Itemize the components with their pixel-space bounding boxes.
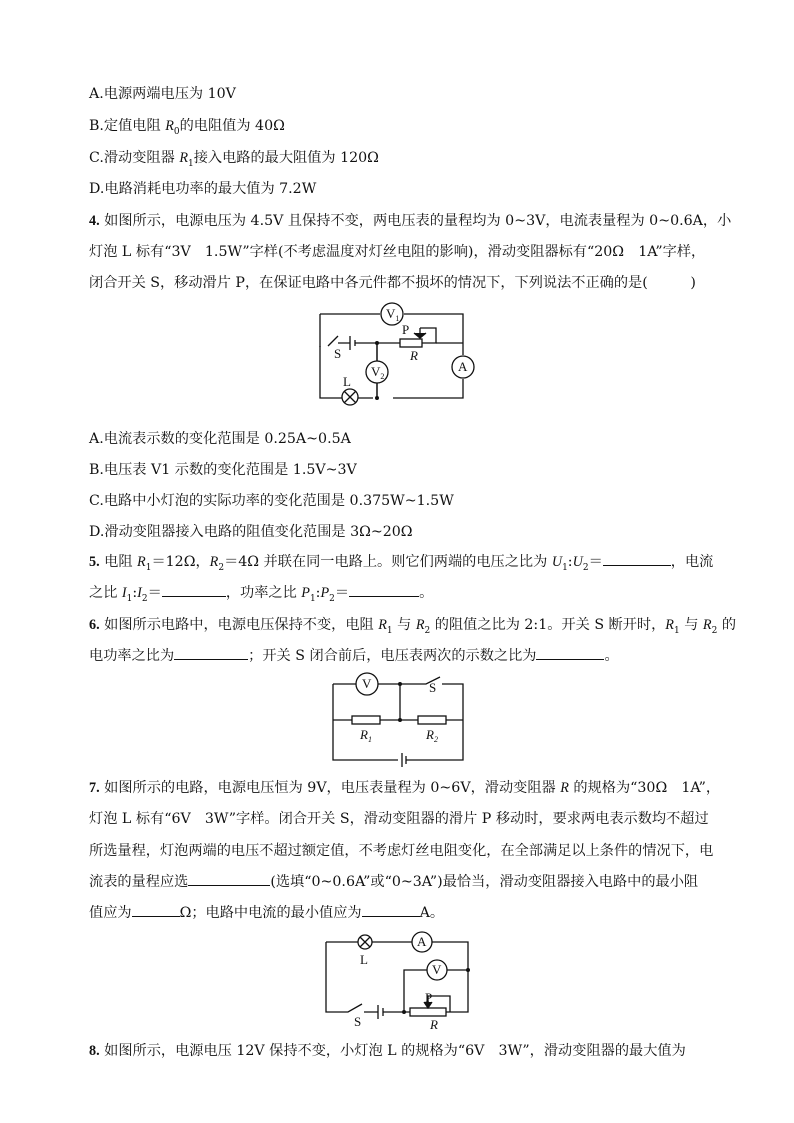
q4-option-b xyxy=(89,459,357,479)
text: 之比 xyxy=(89,585,122,601)
text: Ω；电路中电流的最小值应为 xyxy=(179,905,362,921)
text: ＝ xyxy=(334,585,350,601)
text: 。 xyxy=(419,585,434,601)
text: 流表的量程应选 xyxy=(89,874,189,890)
sub: 2 xyxy=(424,625,431,636)
var: I xyxy=(121,585,127,601)
q4-option-a xyxy=(89,428,351,448)
q7-line1 xyxy=(89,777,720,797)
text: 灯泡 L 标有“3V 1.5W”字样(不考虑温度对灯丝电阻的影响)，滑动变阻器标有“20Ω 1A”字样， xyxy=(89,244,706,260)
text: D.滑动变阻器接入电路的阻值变化范围是 3Ω~20Ω xyxy=(89,524,413,540)
fig3-p-label: P xyxy=(425,990,433,1005)
text: 接入电路的最大阻值为 120Ω xyxy=(193,150,379,166)
answer-blank[interactable] xyxy=(603,551,671,566)
question-number: 7. xyxy=(89,780,100,796)
answer-blank[interactable] xyxy=(132,902,180,917)
fig3-s-label: S xyxy=(354,1014,362,1029)
answer-blank[interactable] xyxy=(362,902,420,917)
fig2-r2-label: $R_2$ xyxy=(426,727,438,744)
q6-line1 xyxy=(89,614,736,636)
sub: 2 xyxy=(711,625,718,636)
fig1-v1-label: $V_1$ xyxy=(386,306,400,323)
fig3-v-label: V xyxy=(432,962,442,977)
q7-line2 xyxy=(89,808,709,828)
text: 灯泡 L 标有“6V 3W”字样。闭合开关 S，滑动变阻器的滑片 P 移动时，要求两电表示数均不超过 xyxy=(89,811,709,827)
text: ＝12Ω， xyxy=(151,554,210,570)
text: A.电流表示数的变化范围是 0.25A~0.5A xyxy=(89,431,351,447)
q4-option-c xyxy=(89,490,454,510)
var: U xyxy=(572,554,583,570)
text: ＝4Ω 并联在同一电路上。则它们两端的电压之比为 xyxy=(224,554,552,570)
q3-option-c xyxy=(89,147,379,169)
q7-line3 xyxy=(89,840,713,860)
text: (选填“0~0.6A”或“0~3A”)最恰当，滑动变阻器接入电路中的最小阻 xyxy=(270,874,699,890)
q7-line5 xyxy=(89,902,444,922)
var: I xyxy=(137,585,142,601)
sub: 1 xyxy=(386,625,393,636)
text: A。 xyxy=(419,905,445,921)
sub: 2 xyxy=(141,593,148,604)
q5-line2 xyxy=(89,582,433,604)
text: B.定值电阻 xyxy=(89,118,166,134)
q8-line1 xyxy=(89,1040,686,1060)
q3-option-b xyxy=(89,115,285,137)
sub: 1 xyxy=(309,593,316,604)
text: B.电压表 V1 示数的变化范围是 1.5V~3V xyxy=(89,462,357,478)
var: P xyxy=(320,585,330,601)
fig3-l-label: L xyxy=(360,952,368,967)
answer-blank[interactable] xyxy=(174,645,248,660)
fig1-s-label: S xyxy=(334,346,342,361)
text: 如图所示的电路，电源电压恒为 9V，电压表量程为 0~6V，滑动变阻器 xyxy=(99,780,561,796)
question-number: 8. xyxy=(89,1043,100,1059)
question-number: 5. xyxy=(89,554,100,570)
text: 电阻 xyxy=(99,554,138,570)
var: R xyxy=(378,617,387,633)
q3-option-d-text: D.电路消耗电功率的最大值为 7.2W xyxy=(89,181,317,197)
sub: 2 xyxy=(218,562,225,573)
answer-blank[interactable] xyxy=(162,582,226,597)
var-r: R xyxy=(179,150,188,166)
question-number: 4. xyxy=(89,213,100,229)
text: C.电路中小灯泡的实际功率的变化范围是 0.375W~1.5W xyxy=(89,493,454,509)
sub: 1 xyxy=(562,562,568,573)
q3-option-a-text: A.电源两端电压为 10V xyxy=(89,86,236,102)
text: 的规格为“30Ω 1A”， xyxy=(568,780,721,796)
var: R xyxy=(560,780,569,796)
text: ；开关 S 闭合前后，电压表两次的示数之比为 xyxy=(248,648,537,664)
text: ，电流 xyxy=(670,554,714,570)
var: R xyxy=(209,554,219,570)
var: R xyxy=(415,617,425,633)
q4-line2 xyxy=(89,241,705,261)
text: 闭合开关 S，移动滑片 P，在保证电路中各元件都不损坏的情况下，下列说法不正确的是( ) xyxy=(89,275,696,291)
sub: 1 xyxy=(145,562,152,573)
fig1-v2-label: $V_2$ xyxy=(371,364,385,381)
text: ＝ xyxy=(588,554,603,570)
sub: 2 xyxy=(582,562,589,573)
answer-blank[interactable] xyxy=(188,871,270,886)
text: 所选量程，灯泡两端的电压不超过额定值，不考虑灯丝电阻变化，在全部满足以上条件的情况下，电 xyxy=(89,843,714,859)
fig1-a-label: A xyxy=(458,359,468,374)
text: 与 xyxy=(392,617,416,633)
text: 电功率之比为 xyxy=(89,648,175,664)
text: 如图所示电路中，电源电压保持不变，电阻 xyxy=(99,617,379,633)
answer-blank[interactable] xyxy=(349,582,419,597)
text: ＝ xyxy=(147,585,162,601)
text: 。 xyxy=(604,648,619,664)
sub: 2 xyxy=(329,593,335,604)
text: 的 xyxy=(717,617,737,633)
sub: 1 xyxy=(187,158,194,169)
q6-line2 xyxy=(89,645,619,665)
var: R xyxy=(702,617,712,633)
circuit-figure-2 xyxy=(330,672,470,764)
fig2-v-label: V xyxy=(362,676,372,691)
fig3-r-label: R xyxy=(430,1017,438,1032)
fig1-r-label: R xyxy=(410,348,418,363)
q5-line1 xyxy=(89,551,713,573)
fig1-l-label: L xyxy=(343,374,351,389)
text: C.滑动变阻器 xyxy=(89,150,180,166)
circuit-figure-3 xyxy=(320,930,480,1030)
text: 如图所示，电源电压 12V 保持不变，小灯泡 L 的规格为“6V 3W”，滑动变阻器的最大值为 xyxy=(99,1043,686,1059)
circuit-figure-1 xyxy=(310,300,480,410)
fig3-a-label: A xyxy=(417,934,427,949)
text: 值应为 xyxy=(89,905,132,921)
q3-option-d xyxy=(89,178,316,198)
answer-blank[interactable] xyxy=(536,645,604,660)
text: : xyxy=(132,585,138,601)
text: 与 xyxy=(679,617,703,633)
sub: 0 xyxy=(173,126,180,137)
q4-line3 xyxy=(89,272,696,292)
fig1-p-label: P xyxy=(402,322,410,337)
text: : xyxy=(567,554,573,570)
q3-option-a xyxy=(89,83,236,103)
sub: 1 xyxy=(673,625,680,636)
text: 如图所示，电源电压为 4.5V 且保持不变，两电压表的量程均为 0~3V，电流表量程为 0~0.6A，小 xyxy=(99,213,732,229)
text: 的阻值之比为 2:1。开关 S 断开时， xyxy=(430,617,666,633)
q4-line1 xyxy=(89,210,731,230)
text: 的电阻值为 40Ω xyxy=(179,118,285,134)
q4-option-d xyxy=(89,521,413,541)
var: P xyxy=(301,585,310,601)
sub: 1 xyxy=(126,593,133,604)
text: ，功率之比 xyxy=(225,585,302,601)
fig2-s-label: S xyxy=(429,680,437,695)
q7-line4 xyxy=(89,871,698,891)
var-r: R xyxy=(165,118,174,134)
question-number: 6. xyxy=(89,617,100,633)
var: U xyxy=(551,554,563,570)
var: R xyxy=(137,554,146,570)
var: R xyxy=(665,617,674,633)
fig2-r1-label: $R_1$ xyxy=(360,727,372,744)
text: : xyxy=(315,585,321,601)
